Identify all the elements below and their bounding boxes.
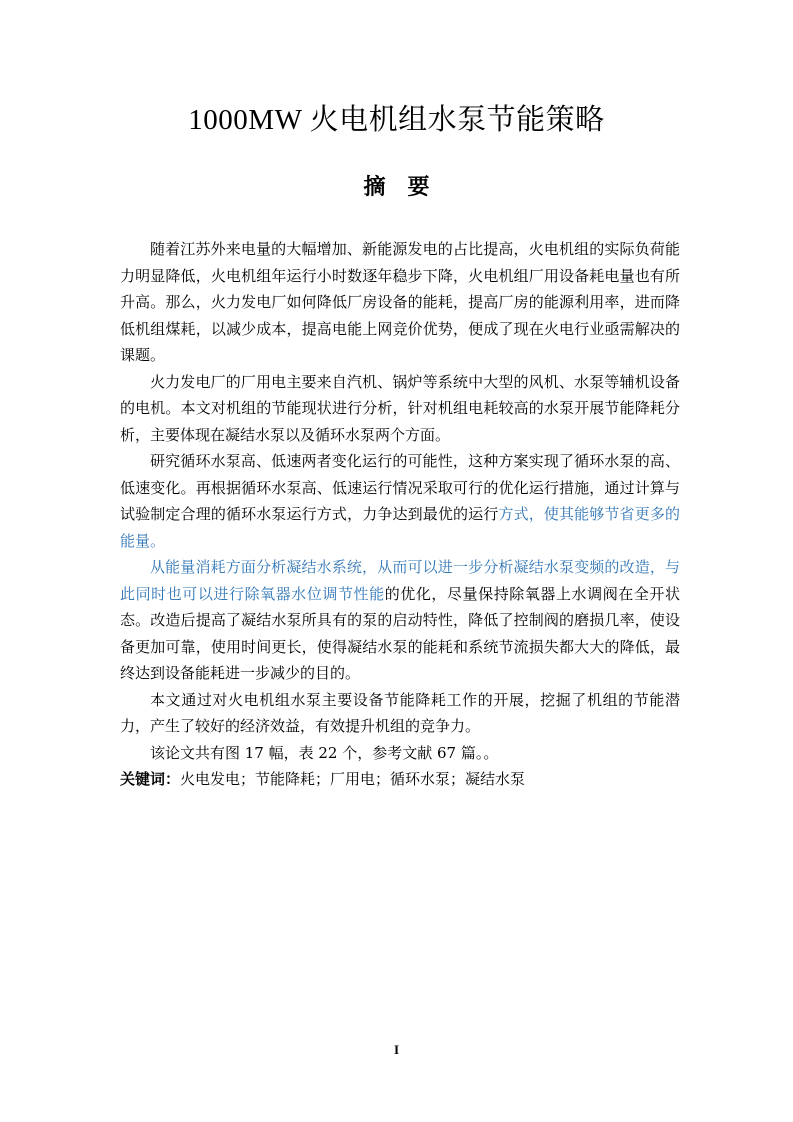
abstract-paragraph-6: 该论文共有图 17 幅，表 22 个，参考文献 67 篇。。 bbox=[150, 743, 499, 762]
document-title: 1000MW 火电机组水泵节能策略 bbox=[188, 104, 605, 136]
abstract-paragraph-5: 本文通过对火电机组水泵主要设备节能降耗工作的开展，挖掘了机组的节能潜力，产生了较好的经济效益，有效提升机组的竞争力。 bbox=[120, 690, 680, 735]
keywords-list: 火电发电；节能降耗；厂用电；循环水泵；凝结水泵 bbox=[180, 770, 526, 788]
abstract-paragraph-3 bbox=[120, 448, 680, 554]
abstract-body bbox=[120, 236, 680, 793]
keywords-label: 关键词： bbox=[120, 770, 181, 788]
abstract-heading-right: 要 bbox=[407, 175, 430, 200]
abstract-heading-left: 摘 bbox=[363, 175, 386, 200]
page-number: I bbox=[393, 1042, 400, 1057]
abstract-paragraph-4 bbox=[120, 554, 680, 687]
paragraph-3-highlight: 方式，使其能够节省更多的能量。 bbox=[120, 505, 680, 550]
abstract-paragraph-1: 随着江苏外来电量的大幅增加、新能源发电的占比提高，火电机组的实际负荷能力明显降低，火电机组年运行小时数逐年稳步下降，火电机组厂用设备耗电量也有所升高。那么，火力发电厂如何降低厂房设备的能耗，提高厂房的能源利用率，进而降低机组煤耗，以减少成本，提高电能上网竞价优势，便成了现在火电行业亟需解决的课题。 bbox=[120, 240, 680, 364]
keywords-line bbox=[120, 766, 680, 793]
abstract-heading bbox=[0, 173, 793, 203]
paragraph-4-text: 的优化，尽量保持除氧器上水调阀在全开状态。改造后提高了凝结水泵所具有的泵的启动特性，降低了控制阀的磨损几率，使设备更加可靠，使用时间更长，使得凝结水泵的能耗和系统节流损失都大大的降低，最终达到设备能耗进一步减少的目的。 bbox=[120, 584, 680, 682]
paragraph-4-highlight: 从能量消耗方面分析凝结水系统，从而可以进一步分析凝结水泵变频的改造，与此同时也可以进行除氧器水位调节性能 bbox=[120, 558, 680, 603]
abstract-paragraph-2: 火力发电厂的厂用电主要来自汽机、锅炉等系统中大型的风机、水泵等辅机设备的电机。本文对机组的节能现状进行分析，针对机组电耗较高的水泵开展节能降耗分析，主要体现在凝结水泵以及循环水泵两个方面。 bbox=[120, 372, 680, 444]
paragraph-3-text: 研究循环水泵高、低速两者变化运行的可能性，这种方案实现了循环水泵的高、低速变化。再根据循环水泵高、低速运行情况采取可行的优化运行措施，通过计算与试验制定合理的循环水泵运行方式，力争达到最优的运行 bbox=[120, 452, 680, 523]
